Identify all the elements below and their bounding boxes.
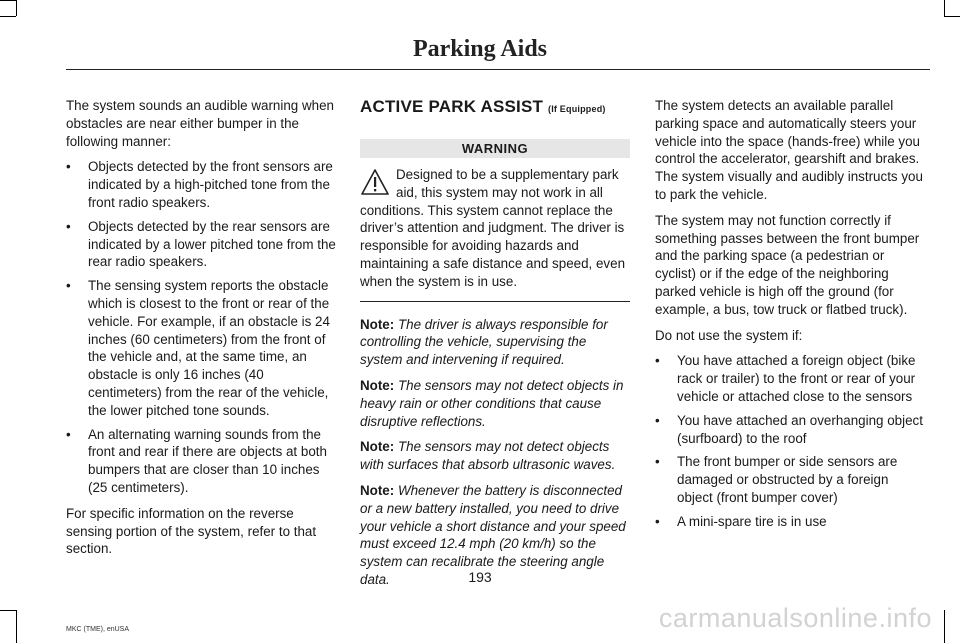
note-label: Note: bbox=[360, 316, 395, 332]
do-not-use-list bbox=[655, 352, 927, 530]
crop-mark bbox=[16, 0, 17, 16]
note-label: Note: bbox=[360, 439, 395, 455]
note-label: Note: bbox=[360, 482, 395, 498]
list-item: • An alternating warning sounds from the front and rear if there are objects at both bumpers that are closer than 10 inches (25 centimeters). bbox=[66, 426, 336, 497]
list-item: • Objects detected by the rear sensors are indicated by a lower pitched tone from the rear radio speakers. bbox=[66, 218, 336, 271]
list-item: • Objects detected by the front sensors are indicated by a high-pitched tone from the front radio speakers. bbox=[66, 158, 336, 211]
list-item: • The front bumper or side sensors are damaged or obstructed by a foreign object (front bumper cover) bbox=[655, 453, 927, 506]
crop-mark bbox=[0, 610, 16, 611]
crop-mark bbox=[0, 0, 16, 1]
warning-text: Designed to be a supplementary park aid, this system may not work in all conditions. This system cannot replace the driver’s attention and judgment. The driver is responsible for avoiding hazards and maintaining a safe distance and speed, even when the system is in use. bbox=[360, 167, 626, 289]
crop-mark bbox=[944, 16, 960, 17]
note-text: The driver is always responsible for controlling the vehicle, supervising the system and intervening if required. bbox=[360, 316, 608, 368]
note bbox=[360, 377, 630, 430]
note-label: Note: bbox=[360, 377, 395, 393]
section-heading bbox=[360, 97, 630, 119]
column-middle bbox=[360, 97, 630, 597]
note bbox=[360, 438, 630, 474]
outro-paragraph: For specific information on the reverse sensing portion of the system, refer to that section. bbox=[66, 505, 317, 557]
watermark: carmanualsonline.info bbox=[658, 603, 932, 633]
do-not-use-heading: Do not use the system if: bbox=[655, 327, 803, 343]
crop-mark bbox=[944, 0, 945, 16]
crop-mark bbox=[944, 610, 945, 643]
section-title-suffix: (If Equipped) bbox=[548, 104, 606, 114]
column-left bbox=[66, 97, 336, 566]
crop-mark bbox=[16, 610, 17, 643]
list-item: • A mini-spare tire is in use bbox=[655, 513, 927, 531]
list-item: • You have attached an overhanging object (surfboard) to the roof bbox=[655, 412, 927, 448]
page-number: 193 bbox=[468, 569, 492, 585]
section-title-text: ACTIVE PARK ASSIST bbox=[360, 97, 544, 116]
note-text: Whenever the battery is disconnected or a new battery installed, you need to drive your vehicle a short distance and your speed must exceed 12.4 mph (20 km/h) so the system can recalibrate the steering angle data. bbox=[360, 482, 626, 587]
intro-paragraph: The system sounds an audible warning when obstacles are near either bumper in the following manner: bbox=[66, 98, 334, 149]
page-title: Parking Aids bbox=[412, 36, 548, 62]
note-text: The sensors may not detect objects with surfaces that absorb ultrasonic waves. bbox=[360, 439, 616, 473]
header-divider bbox=[66, 69, 930, 70]
note bbox=[360, 316, 630, 369]
warning-triangle-icon bbox=[360, 168, 390, 196]
list-item: • You have attached a foreign object (bike rack or trailer) to the front or rear of your vehicle or attached close to the sensors bbox=[655, 352, 927, 405]
tone-list bbox=[66, 158, 336, 496]
footer-code: MKC (TME), enUSA bbox=[66, 626, 130, 633]
limitation-paragraph: The system may not function correctly if something passes between the front bumper and the parking space (a pedestrian or cyclist) or if the edge of the neighboring parked vehicle is high off the ground (for example, a bus, tow truck or flatbed truck). bbox=[655, 212, 920, 317]
column-right bbox=[655, 97, 927, 539]
warning-block bbox=[360, 166, 630, 291]
list-item: • The sensing system reports the obstacle which is closest to the front or rear of the vehicle. For example, if an obstacle is 24 inches (60 centimeters) from the front of the vehicle and, at the same time, an obstacle is only 16 inches (40 centimeters) from the rear of the vehicle, the lower pitched tone sounds. bbox=[66, 277, 336, 419]
crop-mark bbox=[0, 16, 16, 17]
warning-heading: WARNING bbox=[360, 139, 630, 158]
description-paragraph: The system detects an available parallel parking space and automatically steers your vehicle into the space (hands-free) while you control the accelerator, gearshift and brakes. The system visually and audibly instructs you to park the vehicle. bbox=[655, 98, 923, 202]
note-text: The sensors may not detect objects in heavy rain or other conditions that cause disruptive reflections. bbox=[360, 377, 624, 429]
warning-divider bbox=[360, 301, 630, 302]
